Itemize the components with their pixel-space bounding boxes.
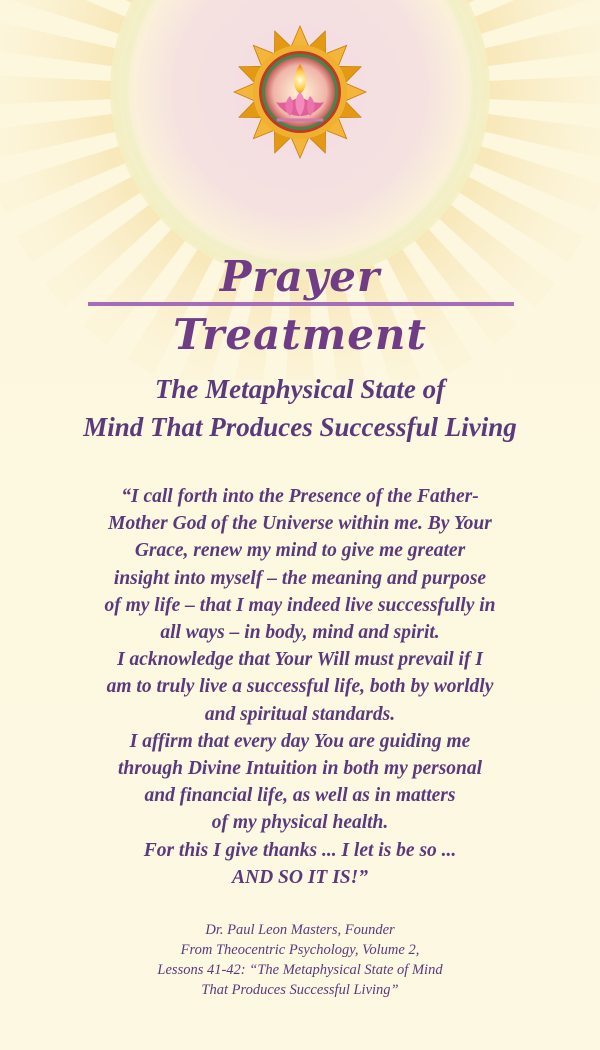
prayer-line: I affirm that every day You are guiding me [129, 730, 471, 752]
attribution [40, 920, 560, 1000]
source-line: From Theocentric Psychology, Volume 2, [180, 942, 420, 958]
subtitle-line: Mind That Produces Successful Living [83, 412, 517, 442]
emblem-spike [234, 83, 255, 101]
emblem-spike [291, 26, 309, 47]
prayer-line: “I call forth into the Presence of the Father- [121, 486, 479, 507]
prayer-line: and spiritual standards. [204, 703, 396, 725]
prayer-line: through Divine Intuition in both my personal [117, 758, 483, 780]
prayer-line: all ways – in body, mind and spirit. [160, 622, 440, 644]
prayer-line: For this I give thanks ... I let is be so ... [143, 839, 457, 861]
page-title: Prayer Treatment [173, 252, 427, 359]
subtitle [40, 370, 560, 446]
prayer-line: insight into myself – the meaning and purpose [113, 567, 487, 589]
emblem-spike [345, 83, 366, 101]
source-line: Lessons 41-42: “The Metaphysical State of Mind [157, 962, 443, 978]
author-line: Dr. Paul Leon Masters, Founder [205, 922, 395, 938]
subtitle-line: The Metaphysical State of [154, 374, 446, 404]
emblem-spike [291, 137, 309, 158]
prayer-line: I acknowledge that Your Will must prevail if I [117, 649, 483, 671]
lotus-flame-emblem-icon [230, 22, 370, 162]
prayer-text [40, 483, 560, 891]
title-underline [88, 302, 514, 306]
prayer-line: Grace, renew my mind to give me greater [134, 540, 466, 562]
prayer-line: am to truly live a successful life, both by worldly [106, 676, 494, 698]
prayer-line: AND SO IT IS!” [232, 866, 368, 888]
source-line: That Produces Successful Living” [201, 982, 399, 998]
prayer-line: of my physical health. [211, 812, 389, 834]
prayer-line: Mother God of the Universe within me. By Your [108, 513, 492, 535]
prayer-line: and financial life, as well as in matters [144, 785, 456, 807]
prayer-line: of my life – that I may indeed live successfully in [104, 594, 496, 616]
